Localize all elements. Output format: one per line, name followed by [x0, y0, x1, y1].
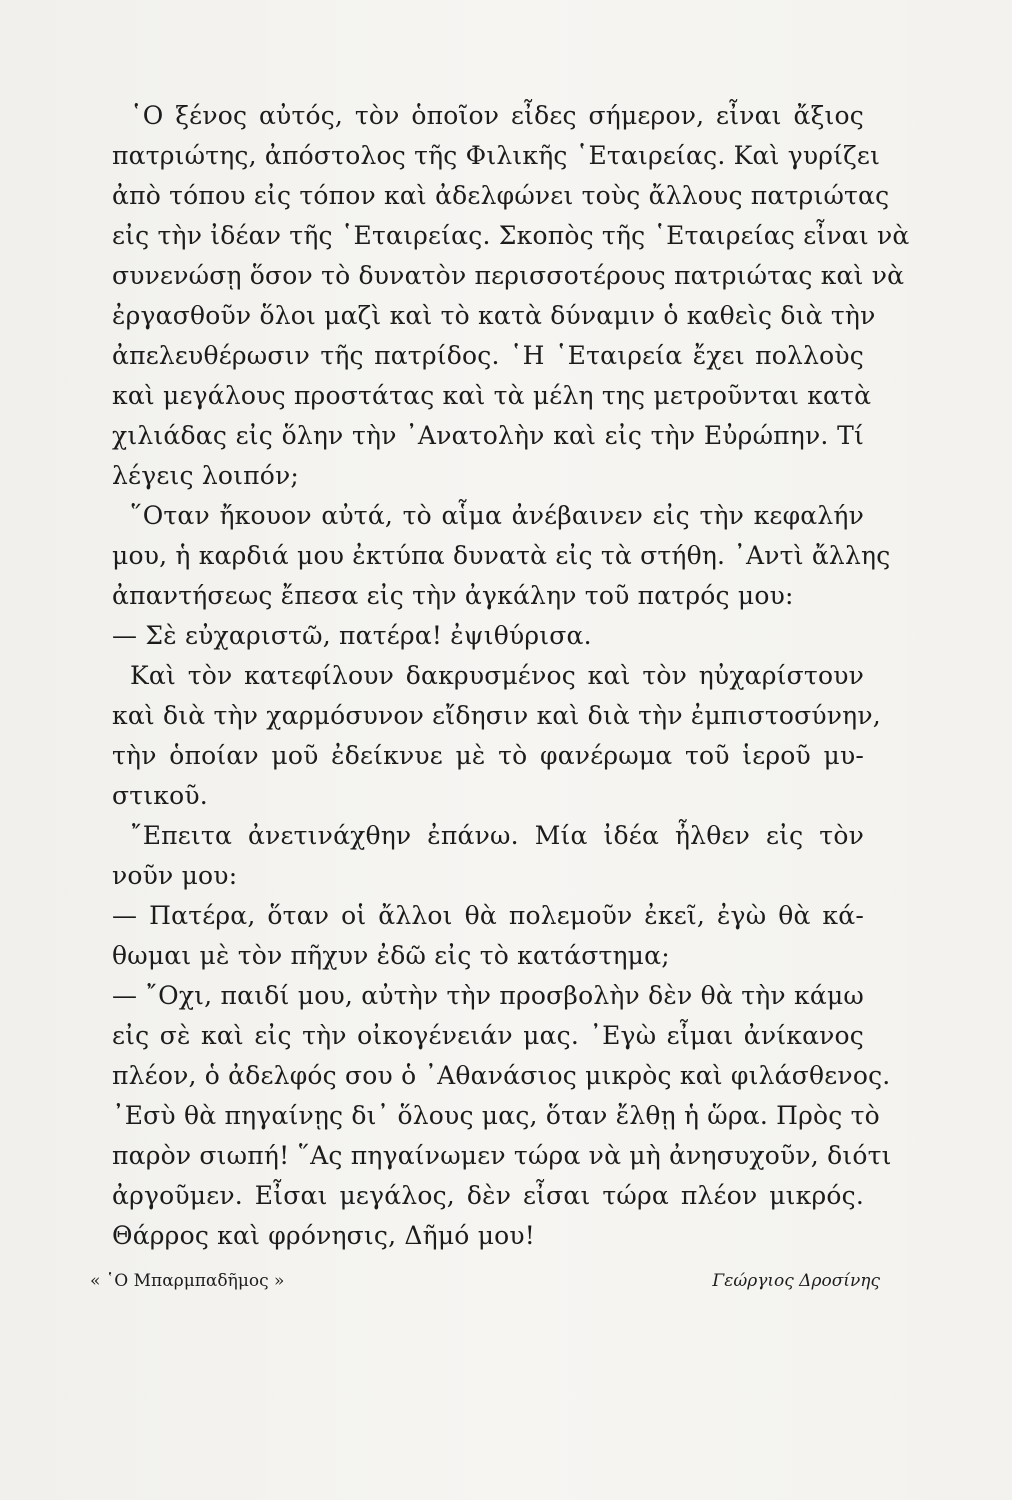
text-line: θωμαι μὲ τὸν πῆχυν ἐδῶ εἰς τὸ κατάστημα;: [112, 941, 670, 970]
text-line: ἀπαντήσεως ἔπεσα εἰς τὴν ἀγκάλην τοῦ πατρός μου:: [112, 581, 794, 610]
text-line: χιλιάδας εἰς ὅλην τὴν ᾿Ανατολὴν καὶ εἰς τὴν Εὐρώπην. Τί: [112, 421, 864, 450]
text-line: στικοῦ.: [112, 781, 208, 810]
text-line: ἀργοῦμεν. Εἶσαι μεγάλος, δὲν εἶσαι τώρα πλέον μικρός.: [112, 1181, 864, 1210]
text-line: ῞Οταν ἤκουον αὐτά, τὸ αἷμα ἀνέβαινεν εἰς τὴν κεφαλήν: [130, 501, 864, 530]
text-line: λέγεις λοιπόν;: [112, 461, 300, 490]
text-line: — Σὲ εὐχαριστῶ, πατέρα! ἐψιθύρισα.: [112, 621, 592, 650]
text-line: ἐργασθοῦν ὅλοι μαζὶ καὶ τὸ κατὰ δύναμιν ὁ καθεὶς διὰ τὴν: [112, 301, 876, 330]
text-line: — ῎Οχι, παιδί μου, αὐτὴν τὴν προσβολὴν δὲν θὰ τὴν κάμω: [112, 981, 864, 1010]
text-line: καὶ μεγάλους προστάτας καὶ τὰ μέλη της μετροῦνται κατὰ: [112, 381, 872, 410]
text-line: εἰς σὲ καὶ εἰς τὴν οἰκογένειάν μας. ᾿Εγὼ εἶμαι ἀνίκανος: [112, 1021, 864, 1050]
source-footer: [90, 1266, 880, 1296]
text-line: καὶ διὰ τὴν χαρμόσυνον εἴδησιν καὶ διὰ τὴν ἐμπιστοσύνην,: [112, 701, 881, 730]
text-line: ἀπελευθέρωσιν τῆς πατρίδος. ῾Η ῾Εταιρεία ἔχει πολλοὺς: [112, 341, 864, 370]
text-line: τὴν ὁποίαν μοῦ ἐδείκνυε μὲ τὸ φανέρωμα τοῦ ἱεροῦ μυ-: [112, 741, 864, 770]
text-line: Θάρρος καὶ φρόνησις, Δῆμό μου!: [112, 1221, 536, 1250]
text-line: ᾿Εσὺ θὰ πηγαίνῃς δι᾿ ὅλους μας, ὅταν ἔλθῃ ἡ ὥρα. Πρὸς τὸ: [112, 1101, 880, 1130]
text-line: πατριώτης, ἀπόστολος τῆς Φιλικῆς ῾Εταιρείας. Καὶ γυρίζει: [112, 141, 881, 170]
text-line: νοῦν μου:: [112, 861, 238, 890]
text-line: παρὸν σιωπή! ῞Ας πηγαίνωμεν τώρα νὰ μὴ ἀνησυχοῦν, διότι: [112, 1141, 892, 1170]
author-name: Γεώργιος Δροσίνης: [712, 1271, 880, 1291]
text-line: συνενώσῃ ὅσον τὸ δυνατὸν περισσοτέρους πατριώτας καὶ νὰ: [112, 261, 905, 290]
text-line: μου, ἡ καρδιά μου ἐκτύπα δυνατὰ εἰς τὰ στήθη. ᾿Αντὶ ἄλλης: [112, 541, 891, 570]
text-line: ῎Επειτα ἀνετινάχθην ἐπάνω. Μία ἰδέα ἦλθεν εἰς τὸν: [130, 821, 864, 850]
source-title: « ῾Ο Μπαρμπαδῆμος »: [90, 1271, 285, 1291]
text-line: εἰς τὴν ἰδέαν τῆς ῾Εταιρείας. Σκοπὸς τῆς ῾Εταιρείας εἶναι νὰ: [112, 221, 910, 250]
text-line: Καὶ τὸν κατεφίλουν δακρυσμένος καὶ τὸν ηὐχαρίστουν: [130, 661, 864, 690]
text-line: ῾Ο ξένος αὐτός, τὸν ὁποῖον εἶδες σήμερον, εἶναι ἄξιος: [130, 101, 864, 130]
text-line: — Πατέρα, ὅταν οἱ ἄλλοι θὰ πολεμοῦν ἐκεῖ, ἐγὼ θὰ κά-: [112, 901, 864, 930]
text-line: ἀπὸ τόπου εἰς τόπον καὶ ἀδελφώνει τοὺς ἄλλους πατριώτας: [112, 181, 890, 210]
text-line: πλέον, ὁ ἀδελφός σου ὁ ᾿Αθανάσιος μικρὸς καὶ φιλάσθενος.: [112, 1061, 891, 1090]
